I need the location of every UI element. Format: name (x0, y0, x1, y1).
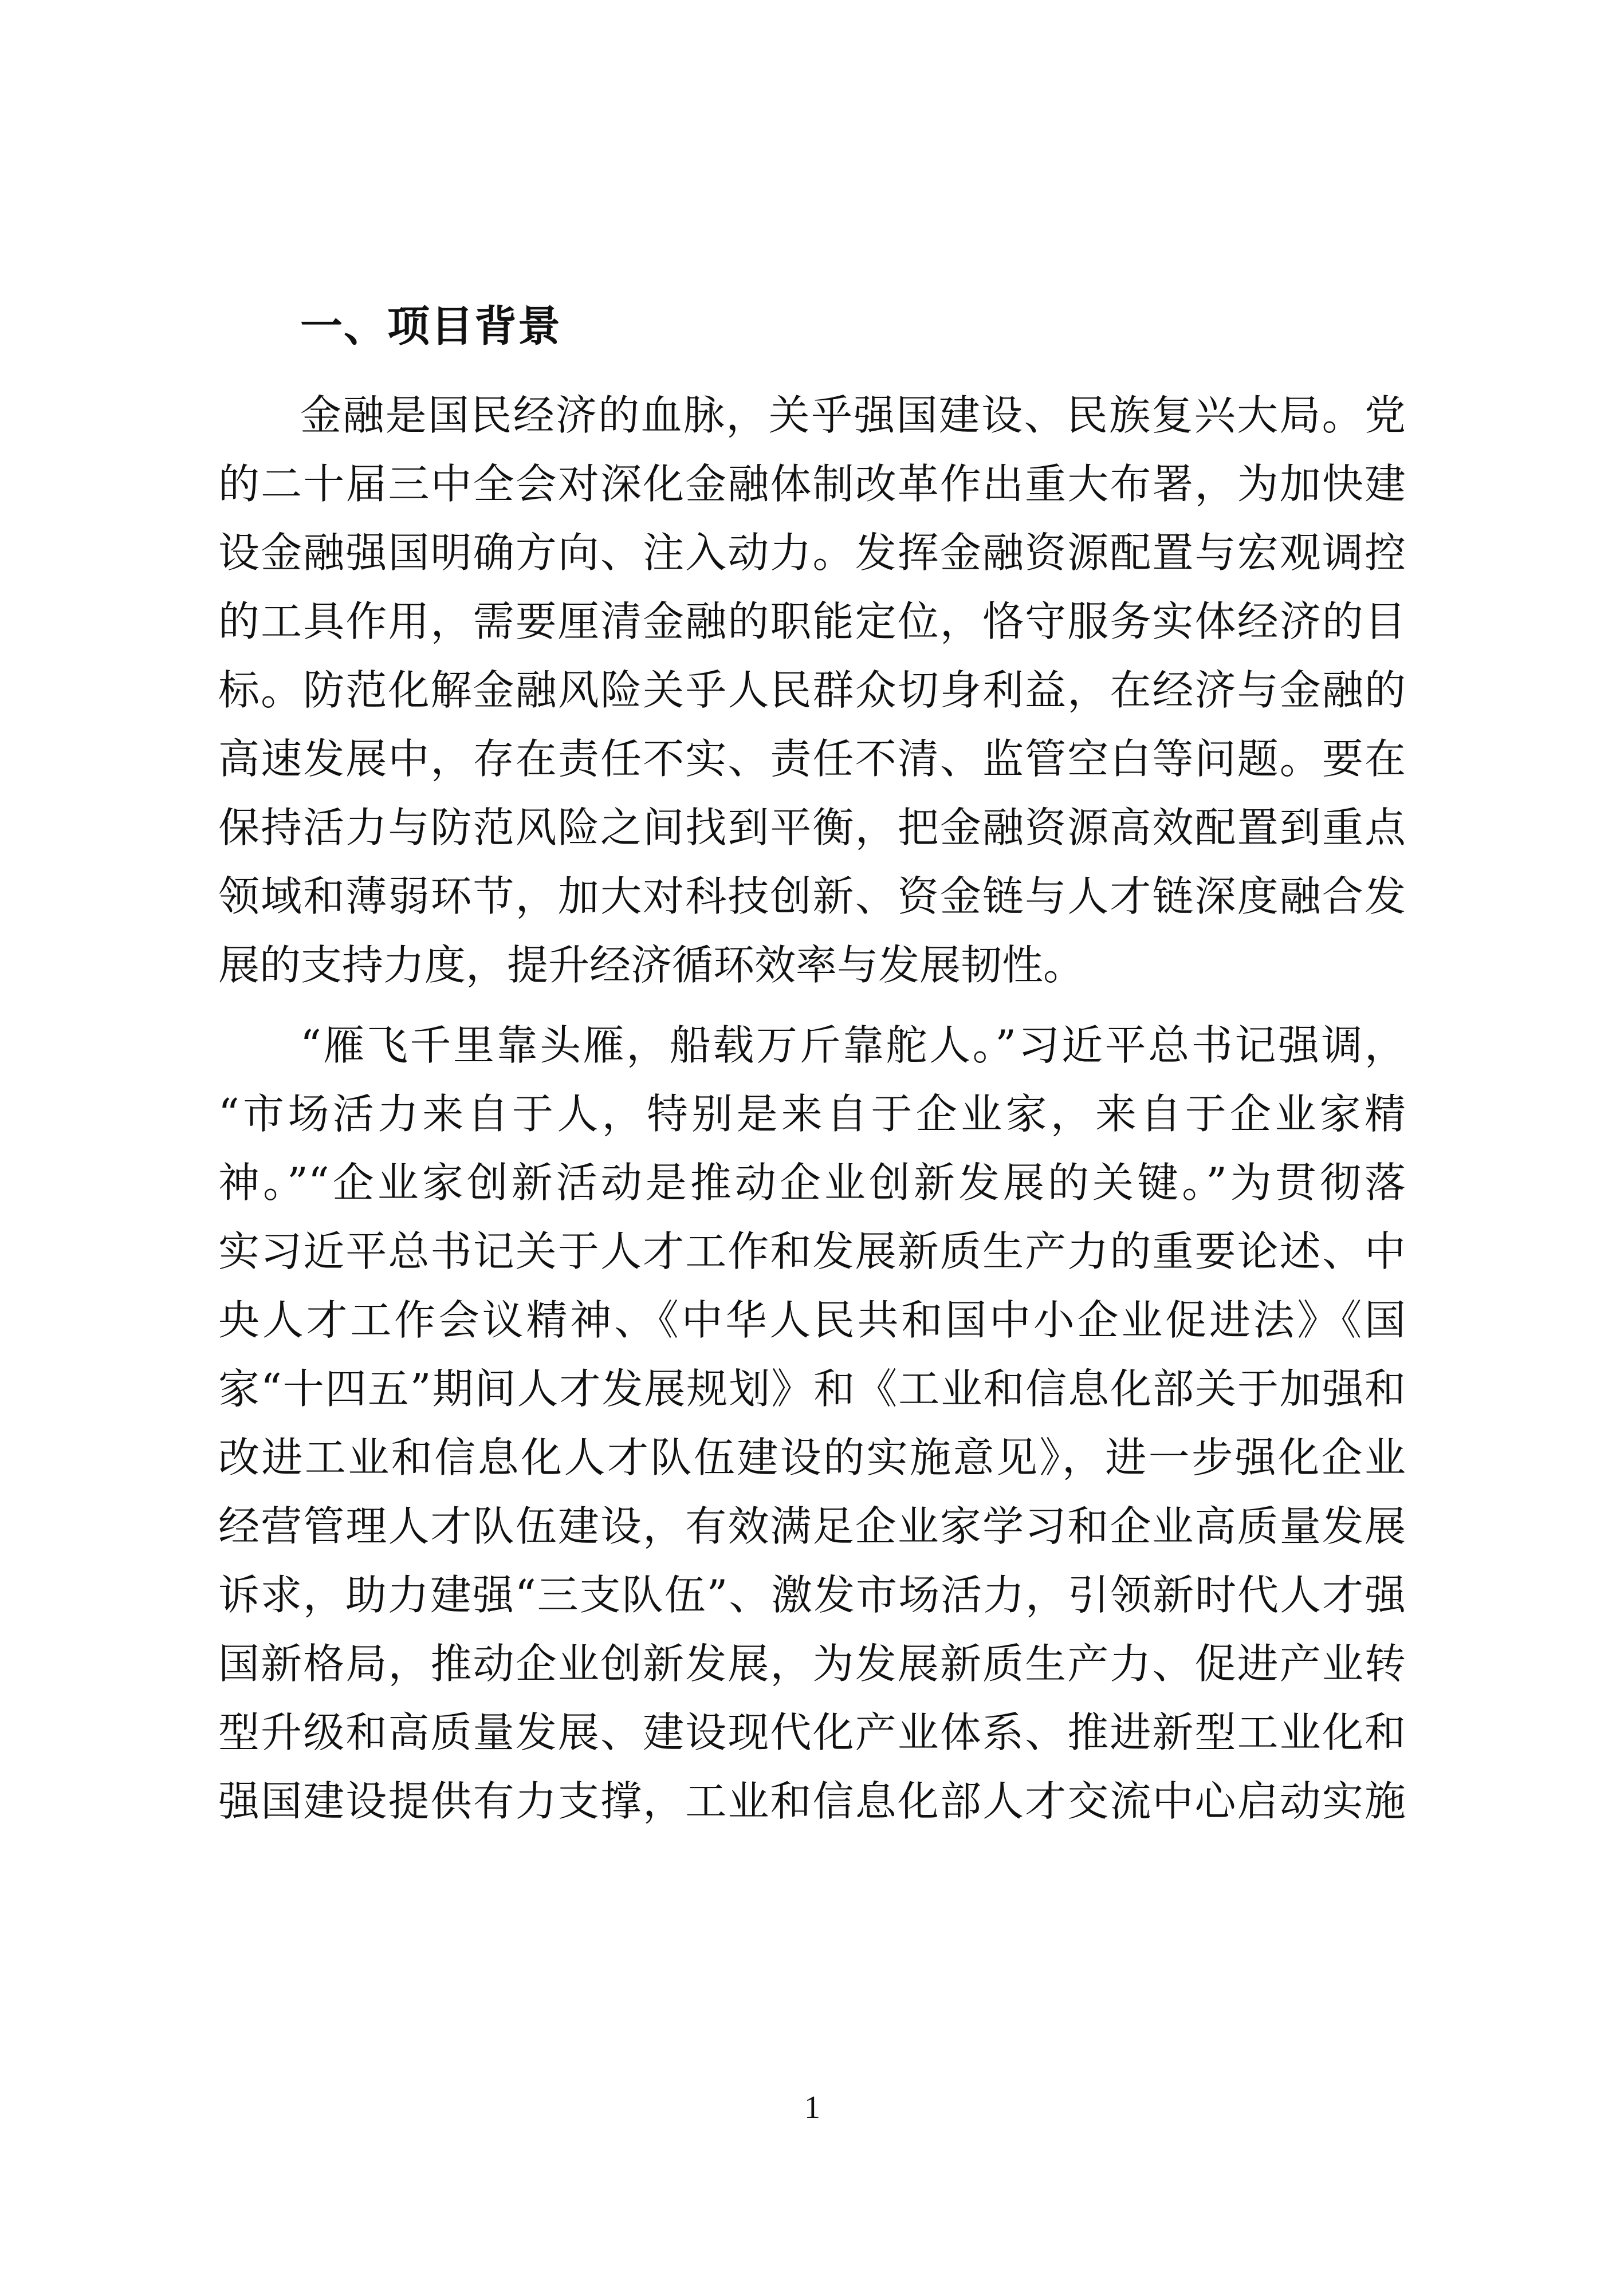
paragraph-2-line-9: 诉求，助力建强“三支队伍”、激发市场活力，引领新时代人才强 (218, 1571, 1406, 1619)
paragraph-2-line-2: “市场活力来自于人，特别是来自于企业家，来自于企业家精 (218, 1090, 1406, 1138)
paragraph-1-line-2: 的二十届三中全会对深化金融体制改革作出重大布署，为加快建 (218, 460, 1406, 508)
paragraph-2-line-4: 实习近平总书记关于人才工作和发展新质生产力的重要论述、中 (218, 1227, 1406, 1275)
paragraph-1-line-5: 标。防范化解金融风险关乎人民群众切身利益，在经济与金融的 (218, 666, 1406, 714)
paragraph-2-line-11: 型升级和高质量发展、建设现代化产业体系、推进新型工业化和 (218, 1708, 1406, 1757)
paragraph-2-line-10: 国新格局，推动企业创新发展，为发展新质生产力、促进产业转 (218, 1640, 1406, 1688)
page-number: 1 (804, 2090, 820, 2125)
paragraph-2-line-3: 神。”“企业家创新活动是推动企业创新发展的关键。”为贯彻落 (218, 1159, 1406, 1207)
paragraph-1-line-7: 保持活力与防范风险之间找到平衡，把金融资源高效配置到重点 (218, 804, 1406, 852)
paragraph-1-line-8: 领域和薄弱环节，加大对科技创新、资金链与人才链深度融合发 (218, 872, 1406, 920)
paragraph-2-line-12: 强国建设提供有力支撑，工业和信息化部人才交流中心启动实施 (218, 1777, 1406, 1825)
paragraph-1-line-1: 金融是国民经济的血脉，关乎强国建设、民族复兴大局。党 (300, 391, 1406, 439)
paragraph-1-line-6: 高速发展中，存在责任不实、责任不清、监管空白等问题。要在 (218, 735, 1406, 783)
paragraph-2-line-8: 经营管理人才队伍建设，有效满足企业家学习和企业高质量发展 (218, 1502, 1406, 1550)
paragraph-1-line-4: 的工具作用，需要厘清金融的职能定位，恪守服务实体经济的目 (218, 597, 1406, 645)
paragraph-1-line-3: 设金融强国明确方向、注入动力。发挥金融资源配置与宏观调控 (218, 529, 1406, 577)
section-heading: 一、项目背景 (300, 302, 561, 351)
paragraph-1-line-9: 展的支持力度，提升经济循环效率与发展韧性。 (218, 941, 1085, 989)
paragraph-2-line-6: 家“十四五”期间人才发展规划》和《工业和信息化部关于加强和 (218, 1365, 1406, 1413)
paragraph-2-line-7: 改进工业和信息化人才队伍建设的实施意见》，进一步强化企业 (218, 1433, 1406, 1482)
paragraph-2-line-5: 央人才工作会议精神、《中华人民共和国中小企业促进法》《国 (218, 1296, 1406, 1344)
paragraph-2-line-1: “雁飞千里靠头雁，船载万斤靠舵人。”习近平总书记强调， (300, 1021, 1406, 1069)
